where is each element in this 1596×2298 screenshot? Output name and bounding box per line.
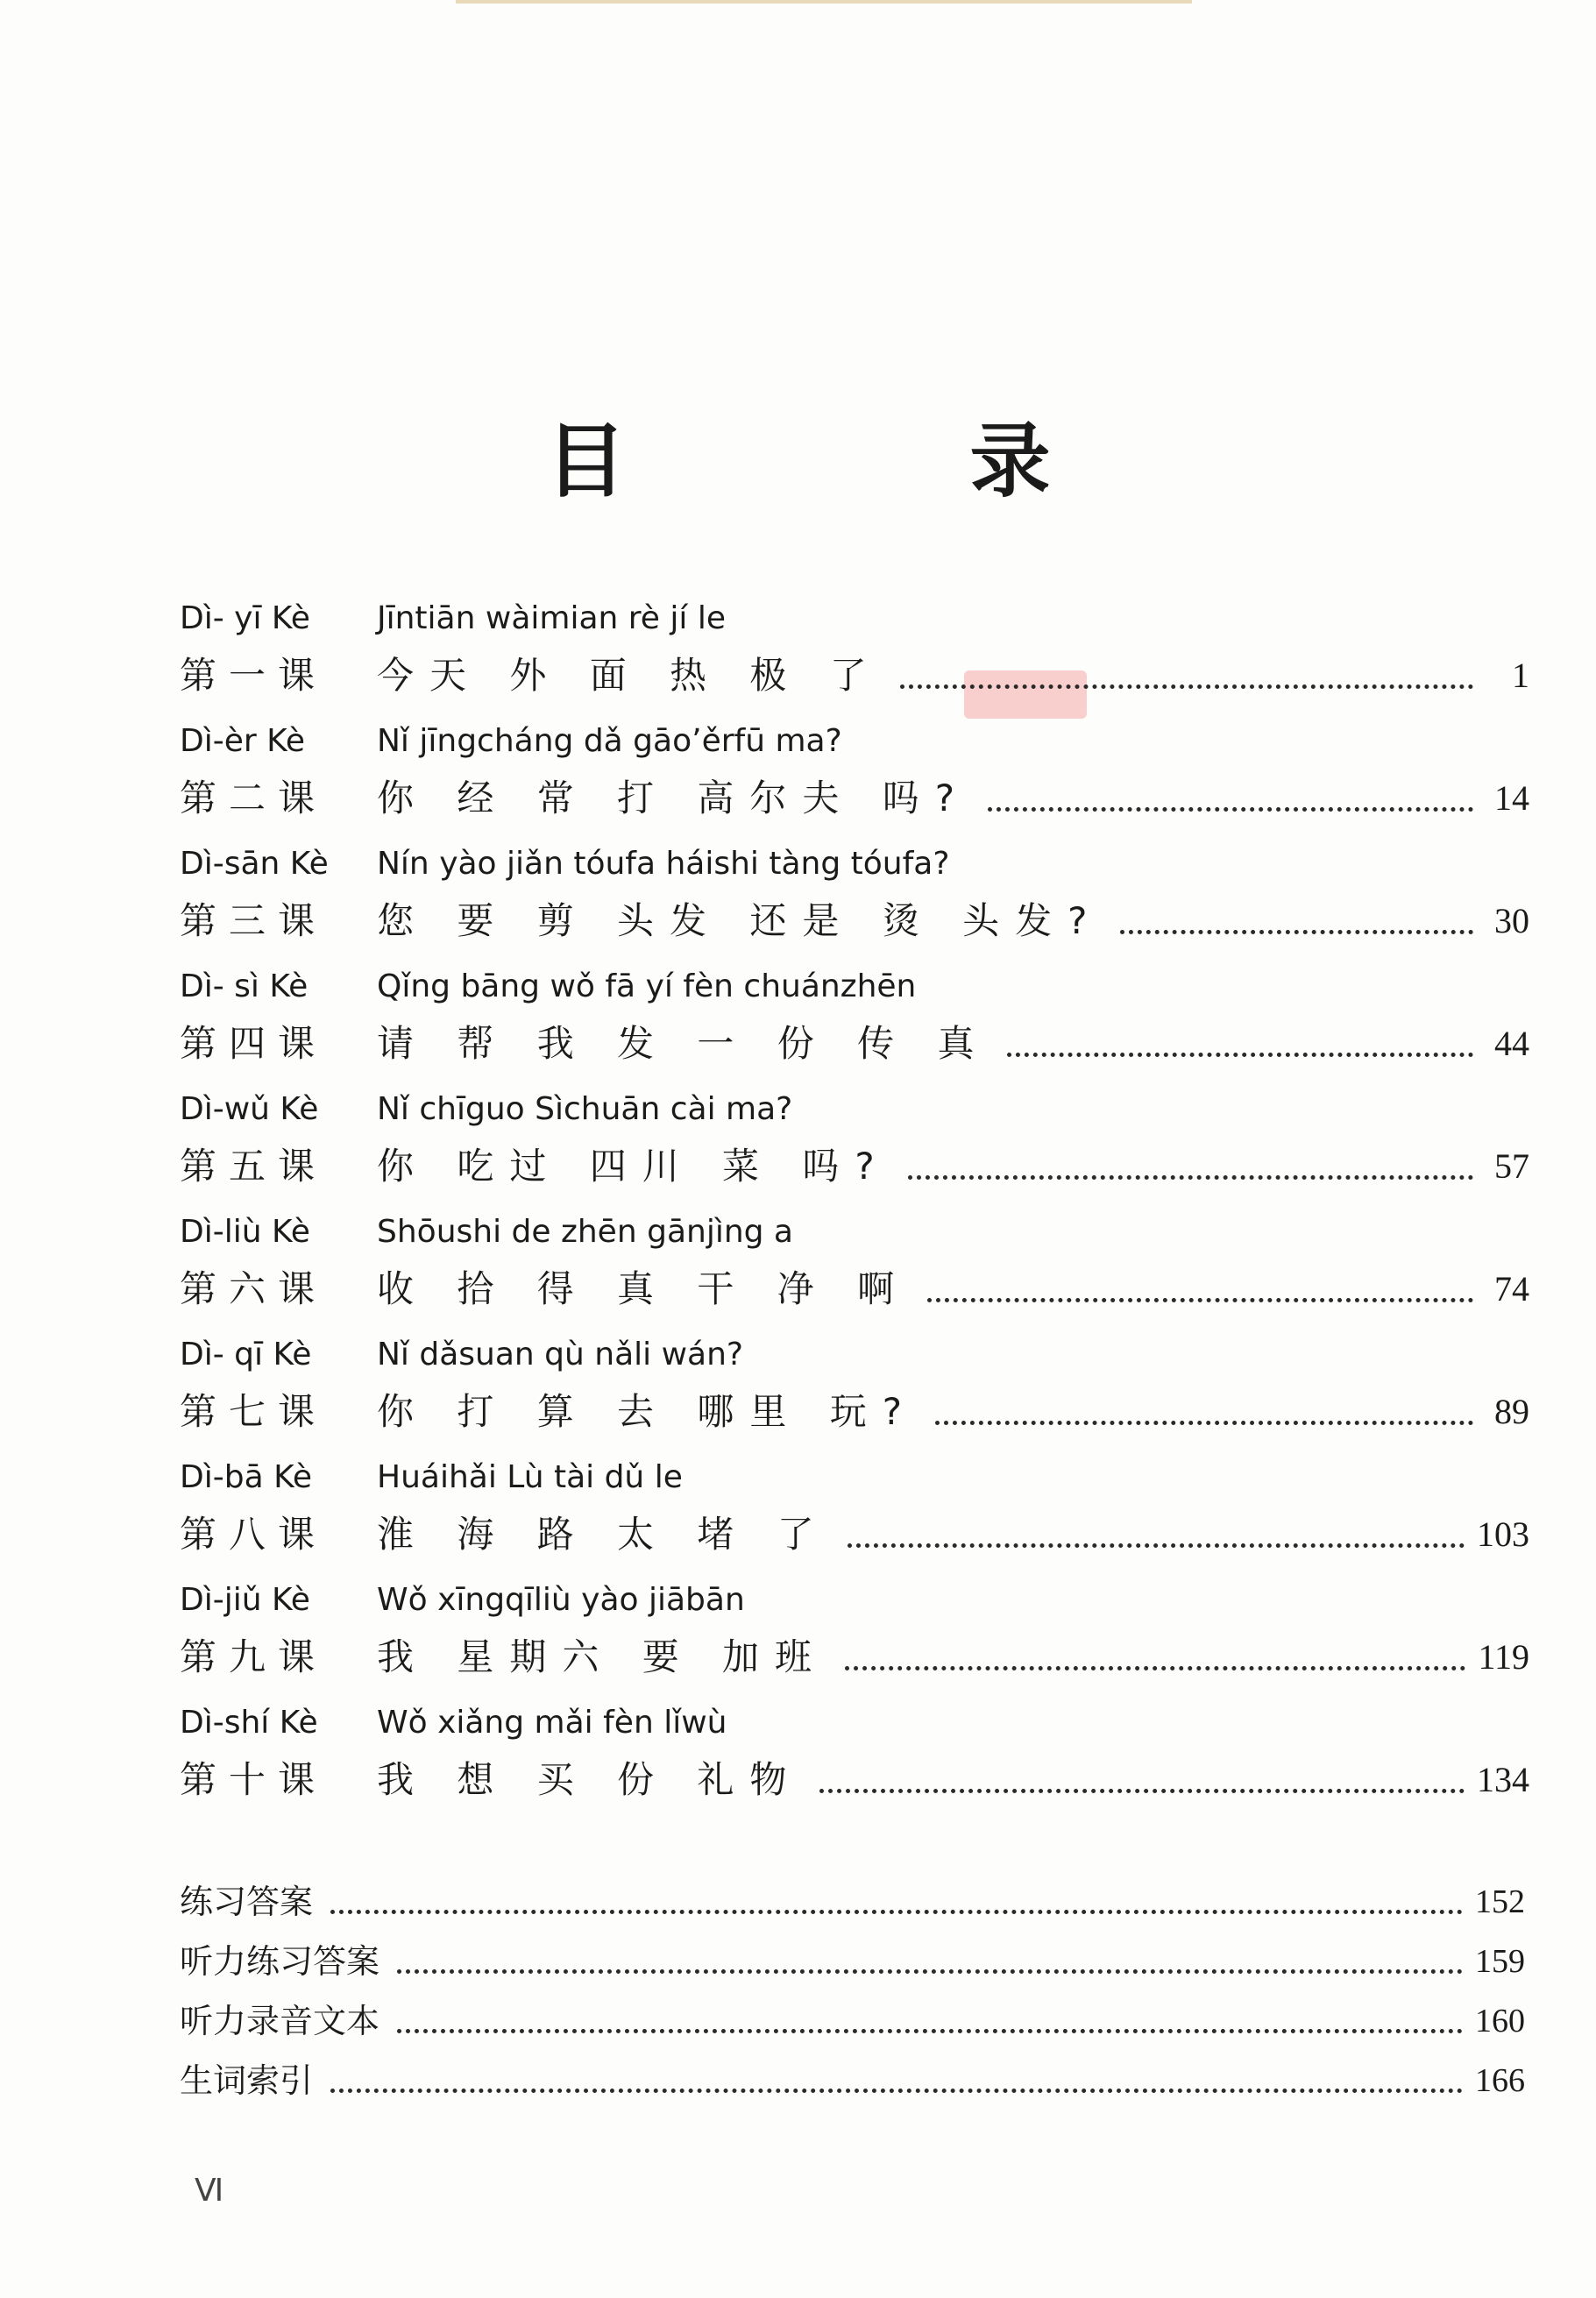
lesson-number-hanzi: 第十课 — [180, 1758, 328, 1801]
lesson-title-hanzi: 我 想 买 份 礼物 — [377, 1758, 803, 1801]
dot-leader — [848, 1543, 1465, 1548]
lesson-number-pinyin: Dì-jiǔ Kè — [180, 1582, 310, 1618]
lesson-number-hanzi: 第六课 — [180, 1267, 328, 1310]
lesson-pinyin-row — [180, 964, 916, 1010]
lesson-number-pinyin: Dì-èr Kè — [180, 723, 306, 759]
lesson-title-hanzi: 我 星期六 要 加班 — [377, 1635, 828, 1678]
lesson-number-hanzi: 第五课 — [180, 1145, 328, 1188]
dot-leader — [908, 1175, 1473, 1180]
toc-lesson-10[interactable] — [180, 1700, 1529, 1823]
lesson-title-pinyin: Nǐ jīngcháng dǎ gāo’ěrfū ma? — [377, 723, 842, 759]
lesson-pinyin-row — [180, 1455, 683, 1500]
page-number: 103 — [1477, 1514, 1529, 1554]
dot-leader — [845, 1666, 1465, 1670]
page-title: 目 录 — [545, 414, 1209, 508]
dot-leader — [1120, 930, 1473, 934]
toc-lesson-8[interactable] — [180, 1455, 1529, 1578]
lesson-title-pinyin: Qǐng bāng wǒ fā yí fèn chuánzhēn — [377, 968, 917, 1004]
lesson-number-pinyin: Dì-wǔ Kè — [180, 1091, 319, 1127]
toc-lesson-1[interactable] — [180, 596, 1529, 719]
lesson-title-pinyin: Nín yào jiǎn tóufa háishi tàng tóufa? — [377, 846, 950, 882]
toc-lesson-4[interactable] — [180, 964, 1529, 1087]
lesson-title-pinyin: Jīntiān wàimian rè jí le — [377, 600, 726, 636]
lesson-pinyin-row — [180, 1087, 792, 1132]
page-folio-number: Ⅵ — [195, 2173, 224, 2208]
appendix-title: 听力录音文本 — [180, 2002, 380, 2040]
page-number: 89 — [1494, 1392, 1529, 1431]
lesson-number-hanzi: 第三课 — [180, 899, 328, 942]
toc-lesson-9[interactable] — [180, 1578, 1529, 1700]
page-number: 119 — [1478, 1637, 1529, 1677]
lesson-title-pinyin: Nǐ chīguo Sìchuān cài ma? — [377, 1091, 793, 1127]
page-number: 57 — [1494, 1146, 1529, 1186]
lesson-number-hanzi: 第七课 — [180, 1390, 328, 1433]
lesson-hanzi-row — [180, 1751, 1529, 1809]
lesson-pinyin-row — [180, 841, 949, 887]
lesson-number-pinyin: Dì- sì Kè — [180, 968, 309, 1004]
lesson-number-pinyin: Dì-sān Kè — [180, 846, 329, 882]
lesson-title-pinyin: Wǒ xiǎng mǎi fèn lǐwù — [377, 1705, 727, 1741]
lesson-pinyin-row — [180, 1578, 745, 1623]
lesson-hanzi-row — [180, 1015, 1529, 1073]
lesson-number-pinyin: Dì- yī Kè — [180, 600, 310, 636]
lesson-title-hanzi: 今天 外 面 热 极 了 — [377, 654, 883, 697]
lesson-title-hanzi: 收 拾 得 真 干 净 啊 — [377, 1267, 911, 1310]
lesson-number-hanzi: 第九课 — [180, 1635, 328, 1678]
dot-leader — [397, 2029, 1463, 2033]
lesson-title-hanzi: 请 帮 我 发 一 份 传 真 — [377, 1022, 990, 1065]
lesson-hanzi-row — [180, 1383, 1529, 1441]
lesson-number-hanzi: 第二课 — [180, 777, 328, 819]
lesson-number-hanzi: 第一课 — [180, 654, 328, 697]
dot-leader — [330, 2089, 1463, 2093]
lesson-title-hanzi: 你 打 算 去 哪里 玩? — [377, 1390, 919, 1433]
lesson-pinyin-row — [180, 1700, 727, 1746]
toc-lesson-7[interactable] — [180, 1332, 1529, 1455]
lesson-title-hanzi: 您 要 剪 头发 还是 烫 头发? — [377, 899, 1103, 942]
lesson-title-pinyin: Huáihǎi Lù tài dǔ le — [377, 1459, 683, 1495]
toc-appendix-exercise-answers[interactable] — [180, 1876, 1525, 1928]
top-edge-rule — [456, 0, 1192, 4]
page-number: 30 — [1494, 901, 1529, 940]
lesson-number-pinyin: Dì-bā Kè — [180, 1459, 313, 1495]
lesson-title-pinyin: Shōushi de zhēn gānjìng a — [377, 1214, 793, 1250]
appendix-title: 练习答案 — [180, 1883, 314, 1921]
dot-leader — [935, 1421, 1473, 1425]
lesson-number-hanzi: 第八课 — [180, 1513, 328, 1556]
lesson-title-hanzi: 你 经 常 打 高尔夫 吗? — [377, 777, 971, 819]
dot-leader — [330, 1910, 1463, 1914]
lesson-pinyin-row — [180, 1209, 793, 1255]
page-number: 134 — [1477, 1760, 1529, 1799]
lesson-hanzi-row — [180, 1628, 1529, 1686]
dot-leader — [927, 1298, 1473, 1302]
page-number: 152 — [1475, 1883, 1525, 1920]
lesson-hanzi-row — [180, 1506, 1529, 1564]
dot-leader — [819, 1789, 1465, 1793]
toc-lesson-2[interactable] — [180, 719, 1529, 841]
lesson-pinyin-row — [180, 1332, 743, 1378]
appendix-title: 听力练习答案 — [180, 1942, 380, 1981]
lesson-pinyin-row — [180, 719, 842, 764]
lesson-hanzi-row — [180, 647, 1529, 705]
page-number: 14 — [1494, 778, 1529, 818]
lesson-number-pinyin: Dì-shí Kè — [180, 1705, 318, 1741]
lesson-title-pinyin: Nǐ dǎsuan qù nǎli wán? — [377, 1337, 744, 1372]
dot-leader — [1007, 1053, 1473, 1057]
toc-lesson-3[interactable] — [180, 841, 1529, 964]
lesson-number-hanzi: 第四课 — [180, 1022, 328, 1065]
lesson-hanzi-row — [180, 1138, 1529, 1195]
lesson-title-hanzi: 淮 海 路 太 堵 了 — [377, 1513, 830, 1556]
toc-lesson-6[interactable] — [180, 1209, 1529, 1332]
lesson-hanzi-row — [180, 770, 1529, 827]
toc-appendix-listening-transcript[interactable] — [180, 1995, 1525, 2047]
lesson-number-pinyin: Dì-liù Kè — [180, 1214, 310, 1250]
page-number: 74 — [1494, 1269, 1529, 1309]
page-number: 44 — [1494, 1024, 1529, 1063]
dot-leader — [900, 684, 1473, 689]
page-number: 159 — [1475, 1943, 1525, 1980]
toc-appendix-listening-answers[interactable] — [180, 1935, 1525, 1988]
dot-leader — [988, 807, 1473, 812]
page-number: 166 — [1475, 2062, 1525, 2099]
page-number: 1 — [1512, 656, 1529, 695]
dot-leader — [397, 1969, 1463, 1974]
toc-appendix-vocabulary-index[interactable] — [180, 2054, 1525, 2107]
lesson-number-pinyin: Dì- qī Kè — [180, 1337, 312, 1372]
appendix-title: 生词索引 — [180, 2061, 314, 2100]
lesson-title-pinyin: Wǒ xīngqīliù yào jiābān — [377, 1582, 745, 1618]
toc-lesson-5[interactable] — [180, 1087, 1529, 1209]
lesson-hanzi-row — [180, 1260, 1529, 1318]
lesson-title-hanzi: 你 吃过 四川 菜 吗? — [377, 1145, 890, 1188]
lesson-hanzi-row — [180, 892, 1529, 950]
lesson-pinyin-row — [180, 596, 726, 642]
page-number: 160 — [1475, 2003, 1525, 2039]
